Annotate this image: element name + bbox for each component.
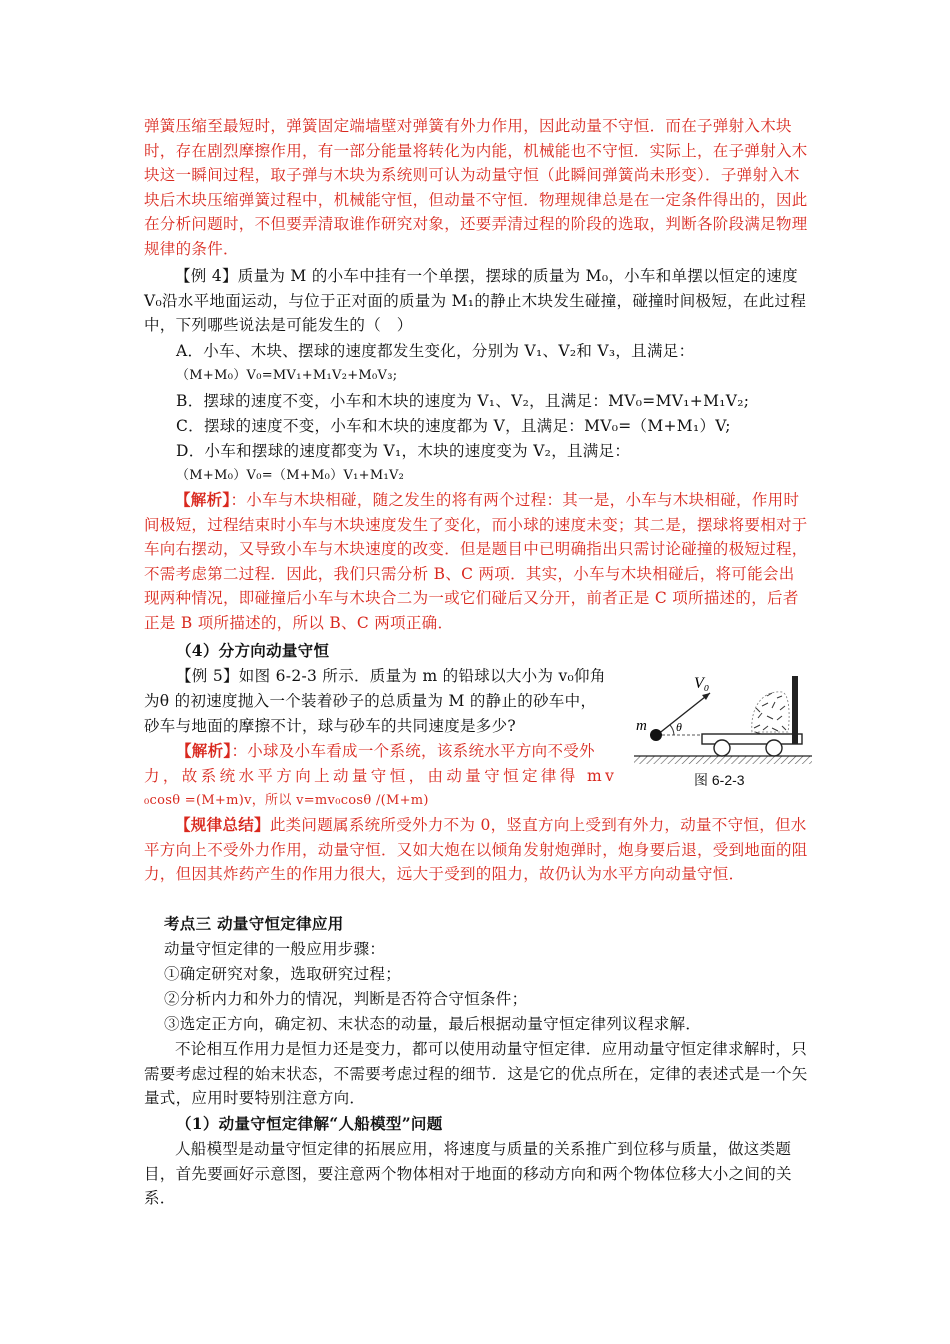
step-1: ①确定研究对象，选取研究过程； (164, 965, 402, 983)
key-point-3-title: 考点三 动量守恒定律应用 (164, 914, 344, 933)
figure-caption: 图 6-2-3 (694, 772, 745, 788)
cart-wheel-left (714, 740, 730, 756)
label-theta: θ (676, 720, 682, 734)
example-5-analysis-line-3: ₀cosθ =(M+m)v，所以 v=mv₀cosθ /(M+m) (144, 793, 429, 808)
label-m: m (636, 718, 647, 734)
option-b: B．摆球的速度不变，小车和木块的速度为 V₁、V₂，且满足：MV₀=MV₁+M₁V₂; (176, 392, 750, 410)
example-4-label: 【例 4】 (175, 267, 238, 285)
rule-summary (144, 813, 808, 887)
lead-ball (650, 729, 662, 741)
section-1-paragraph: 人船模型是动量守恒定律的拓展应用，将速度与质量的关系推广到位移与质量，做这类题目，首先要画好示意图，要注意两个物体相对于地面的移动方向和两个物体位移大小之间的关系． (144, 1140, 792, 1208)
label-v0: V₀ (694, 675, 710, 692)
cart-wall (792, 676, 798, 744)
option-d-formula: （M+M₀）V₀=（M+M₀）V₁+M₁V₂ (176, 468, 405, 483)
example-5-line-1 (176, 664, 606, 689)
key-point-3-paragraph: 不论相互作用力是恒力还是变力，都可以使用动量守恒定律．应用动量守恒定律求解时，只需要考虑过程的始末状态，不需要考虑过程的细节．这是它的优点所在，定律的表述式是一个矢量式，应用时要特别注意方向． (144, 1040, 808, 1108)
analysis-label: 【解析】 (175, 490, 231, 509)
example-4-analysis (144, 488, 808, 636)
example-5-text-1: 如图 6-2-3 所示．质量为 m 的铅球以大小为 v₀仰角 (238, 667, 606, 685)
example-4-question (144, 264, 808, 338)
example-5-line-3: 砂车与地面的摩擦不计，球与砂车的共同速度是多少? (144, 717, 517, 735)
velocity-arrow (657, 693, 710, 735)
option-a-formula: （M+M₀）V₀=MV₁+M₁V₂+M₀V₃; (176, 368, 398, 383)
example-5-analysis-line-1 (176, 739, 595, 764)
example-5-analysis-text-1: ：小球及小车看成一个系统，该系统水平方向不受外 (231, 742, 595, 760)
option-c: C．摆球的速度不变，小车和木块的速度都为 V，且满足：MV₀=（M+M₁）V; (176, 417, 731, 435)
cart-wheel-right (766, 740, 782, 756)
angle-arc (670, 725, 674, 735)
example-5-label: 【例 5】 (176, 667, 239, 685)
sand-pile (754, 693, 786, 734)
step-3: ③选定正方向，确定初、末状态的动量，最后根据动量守恒定律列议程求解． (164, 1015, 702, 1033)
option-a: A．小车、木块、摆球的速度都发生变化，分别为 V₁、V₂和 V₃，且满足： (176, 342, 695, 360)
section-4-title: （4）分方向动量守恒 (176, 641, 330, 660)
rule-summary-label: 【规律总结】 (175, 815, 270, 834)
example-5-line-2: 为θ 的初速度抛入一个装着砂子的总质量为 M 的静止的砂车中， (144, 692, 597, 710)
analysis-text: ：小车与木块相碰，随之发生的将有两个过程：其一是，小车与木块相碰，作用时间极短，过程结束时小车与木块速度发生了变化，而小球的速度未变；其二是，摆球将要相对于车向右摆动，又导致小车与木块速度的改变．但是题目中已明确指出只需讨论碰撞的极短过程，不需考虑第二过程．因此，我们只需分析 B、C 两项．其实，小车与木块相碰后，将可能会出现两种情况，即碰撞后小车与木块合二为一或它们碰后又分开，前者正是 C 项所描述的，后者正是 B 项所描述的，所以 B、C 两项正确． (144, 491, 808, 632)
example-5-analysis-line-2: 力，故系统水平方向上动量守恒，由动量守恒定律得 mv (144, 767, 618, 785)
example-4-text: 质量为 M 的小车中挂有一个单摆，摆球的质量为 M₀，小车和单摆以恒定的速度 V₀沿水平地面运动，与位于正对面的质量为 M₁的静止木块发生碰撞，碰撞时间极短，在此过程中，下列哪些说法是可能发生的（ ） (144, 267, 807, 335)
paragraph-red-1: 弹簧压缩至最短时，弹簧固定端墙壁对弹簧有外力作用，因此动量不守恒．而在子弹射入木块时，存在剧烈摩擦作用，有一部分能量将转化为内能，机械能也不守恒．实际上，在子弹射入木块这一瞬间过程，取子弹与木块为系统则可认为动量守恒（此瞬间弹簧尚未形变）．子弹射入木块后木块压缩弹簧过程中，机械能守恒，但动量不守恒．物理规律总是在一定条件得出的，因此在分析问题时，不但要弄清取谁作研究对象，还要弄清过程的阶段的选取，判断各阶段满足物理规律的条件． (144, 117, 808, 258)
option-d: D．小车和摆球的速度都变为 V₁，木块的速度变为 V₂，且满足： (176, 442, 631, 460)
ground-hatching (634, 756, 812, 764)
example-5-analysis-label: 【解析】 (176, 741, 232, 760)
step-2: ②分析内力和外力的情况，判断是否符合守恒条件； (164, 990, 528, 1008)
section-1-title: （1）动量守恒定律解“人船模型”问题 (176, 1114, 443, 1133)
rule-summary-text: 此类问题属系统所受外力不为 0，竖直方向上受到有外力，动量不守恒，但水平方向上不受外力作用，动量守恒．又如大炮在以倾角发射炮弹时，炮身要后退，受到地面的阻力，但因其炸药产生的作用力很大，远大于受到的阻力，故仍认为水平方向动量守恒． (144, 816, 808, 884)
steps-intro: 动量守恒定律的一般应用步骤： (164, 940, 386, 958)
